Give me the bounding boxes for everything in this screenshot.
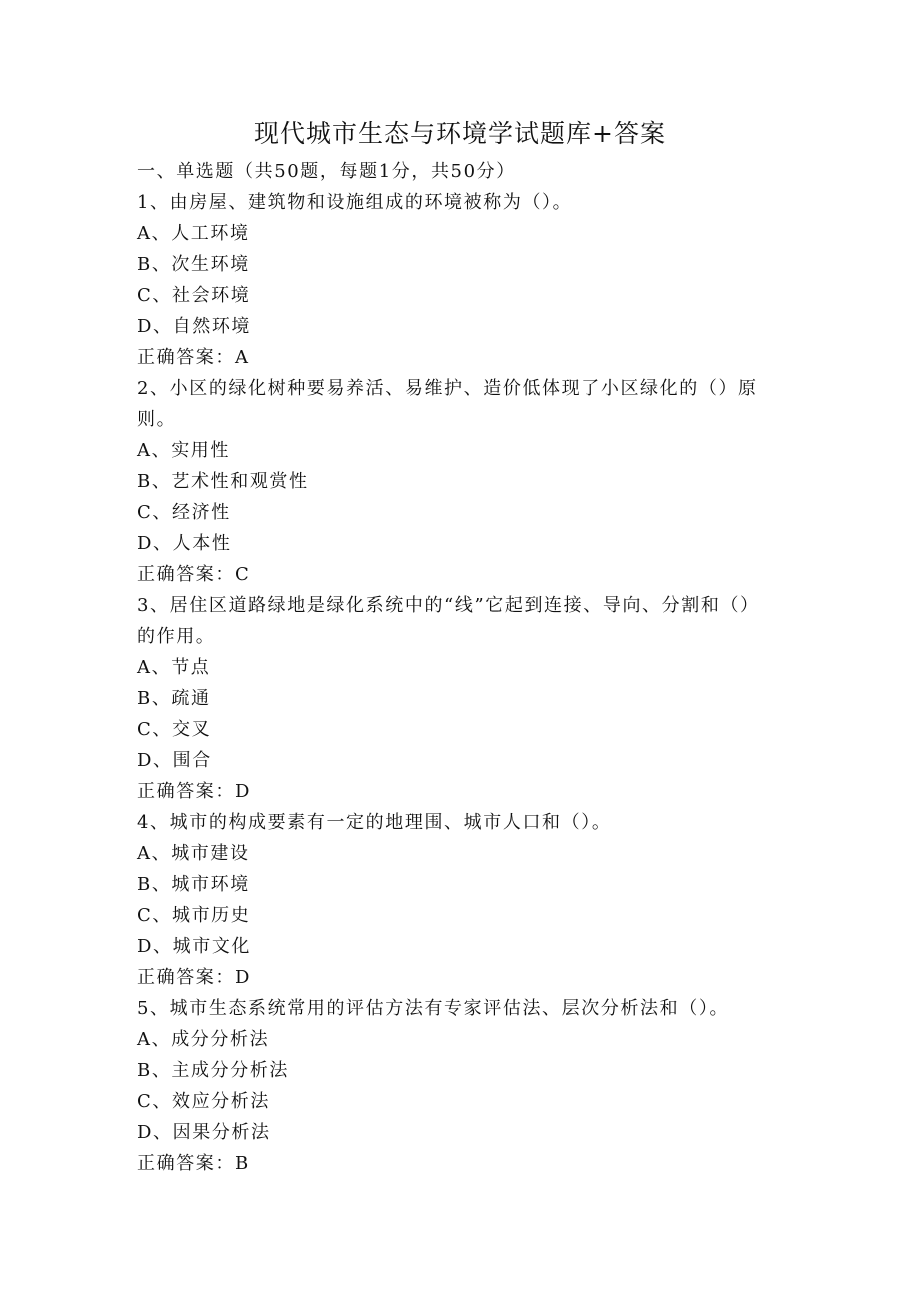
correct-answer: 正确答案：C xyxy=(137,564,251,585)
answer-option: B、艺术性和观赏性 xyxy=(137,471,309,492)
answer-option: D、自然环境 xyxy=(137,316,252,337)
answer-option: D、围合 xyxy=(137,750,212,771)
question-text: 3、居住区道路绿地是绿化系统中的“线”它起到连接、导向、分割和（） xyxy=(137,595,760,616)
answer-option: D、因果分析法 xyxy=(137,1122,271,1143)
document-title: 现代城市生态与环境学试题库+答案 xyxy=(254,119,666,148)
answer-option: B、疏通 xyxy=(137,688,211,709)
answer-option: A、节点 xyxy=(137,657,211,678)
answer-option: D、人本性 xyxy=(137,533,232,554)
correct-answer: 正确答案：A xyxy=(137,347,250,368)
answer-option: C、效应分析法 xyxy=(137,1091,270,1112)
answer-option: B、主成分分析法 xyxy=(137,1060,290,1081)
question-block xyxy=(137,187,817,373)
question-text: 则。 xyxy=(137,409,177,430)
question-text: 2、小区的绿化树种要易养活、易维护、造价低体现了小区绿化的（）原 xyxy=(137,378,758,399)
answer-option: B、城市环境 xyxy=(137,874,250,895)
question-text: 1、由房屋、建筑物和设施组成的环境被称为（）。 xyxy=(137,192,573,213)
question-text: 4、城市的构成要素有一定的地理围、城市人口和（）。 xyxy=(137,812,612,833)
correct-answer: 正确答案：D xyxy=(137,967,252,988)
answer-option: A、成分分析法 xyxy=(137,1029,270,1050)
answer-option: C、社会环境 xyxy=(137,285,251,306)
question-text: 的作用。 xyxy=(137,626,216,647)
correct-answer: 正确答案：B xyxy=(137,1153,250,1174)
answer-option: C、城市历史 xyxy=(137,905,251,926)
answer-option: C、经济性 xyxy=(137,502,231,523)
question-block xyxy=(137,993,817,1179)
question-list xyxy=(137,156,817,1179)
question-block xyxy=(137,807,817,993)
answer-option: A、城市建设 xyxy=(137,843,250,864)
answer-option: B、次生环境 xyxy=(137,254,250,275)
answer-option: C、交叉 xyxy=(137,719,212,740)
section-heading: 一、单选题（共50题，每题1分，共50分） xyxy=(137,161,516,182)
answer-option: A、实用性 xyxy=(137,440,230,461)
answer-option: A、人工环境 xyxy=(137,223,250,244)
question-block xyxy=(137,373,817,590)
correct-answer: 正确答案：D xyxy=(137,781,252,802)
question-block xyxy=(137,590,817,807)
answer-option: D、城市文化 xyxy=(137,936,252,957)
question-text: 5、城市生态系统常用的评估方法有专家评估法、层次分析法和（）。 xyxy=(137,998,730,1019)
